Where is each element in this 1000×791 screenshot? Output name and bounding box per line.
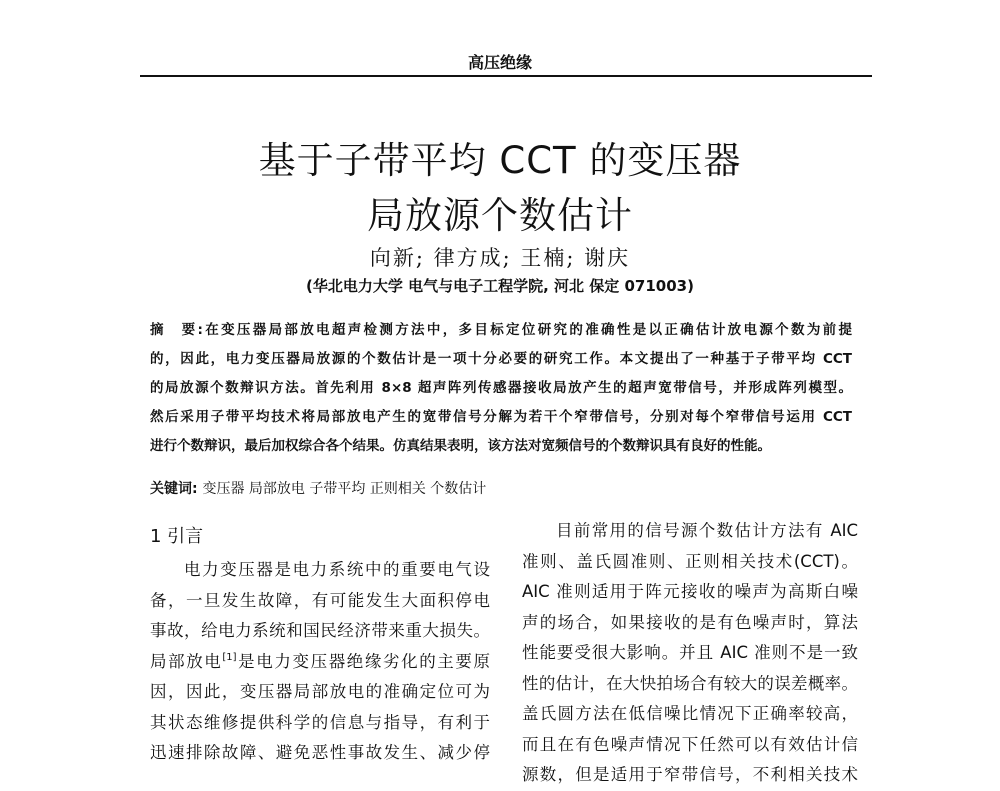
affiliation: (华北电力大学 电气与电子工程学院, 河北 保定 071003): [306, 277, 694, 295]
body-line: 因，因此，变压器局部放电的准确定位可为: [150, 682, 490, 701]
keywords-text: 变压器 局部放电 子带平均 正则相关 个数估计: [202, 481, 487, 497]
citation: [1]: [222, 651, 237, 663]
body-line: 迅速排除故障、避免恶性事故发生、减少停: [150, 743, 490, 762]
abstract-line: 摘 要:在变压器局部放电超声检测方法中，多目标定位研究的准确性是以正确估计放电源个数为前提: [150, 322, 853, 338]
body-line: 局部放电[1]是电力变压器绝缘劣化的主要原: [150, 651, 490, 671]
left-column: [150, 555, 490, 769]
body-line: 其状态维修提供科学的信息与指导，有利于: [150, 712, 490, 732]
body-line: 目前常用的信号源个数估计方法有 AIC: [556, 521, 858, 540]
body-line: 源数，但是适用于窄带信号，不利相关技术: [522, 765, 858, 784]
paper-title-line2: 局放源个数估计: [367, 194, 633, 237]
abstract-line: 的，因此，电力变压器局放源的个数估计是一项十分必要的研究工作。本文提出了一种基于子带平均 CCT: [150, 351, 852, 367]
right-column: [522, 516, 858, 791]
abstract-line: 的局放源个数辩识方法。首先利用 8×8 超声阵列传感器接收局放产生的超声宽带信号，并形成阵列模型。: [150, 380, 852, 396]
abstract-line: 进行个数辩识，最后加权综合各个结果。仿真结果表明，该方法对宽频信号的个数辩识具有良好的性能。: [150, 438, 771, 454]
authors: 向新; 律方成; 王楠; 谢庆: [369, 246, 631, 270]
running-head: 高压绝缘: [467, 53, 532, 72]
body-line: 而且在有色噪声情况下任然可以有效估计信: [522, 734, 858, 754]
body-line: 盖氏圆方法在低信噪比情况下正确率较高，: [522, 704, 858, 723]
body-line: 性的估计，在大快拍场合有较大的误差概率。: [522, 673, 858, 693]
keywords-label: 关键词:: [150, 481, 198, 497]
body-line: 备，一旦发生故障，有可能发生大面积停电: [150, 590, 490, 610]
header-rule: [140, 75, 872, 77]
abstract-line: 然后采用子带平均技术将局部放电产生的宽带信号分解为若干个窄带信号，分别对每个窄带信号运用 CCT: [150, 409, 852, 425]
paper-title-line1: 基于子带平均 CCT 的变压器: [258, 139, 742, 182]
body-line: 性能要受很大影响。并且 AIC 准则不是一致: [522, 643, 858, 662]
body-line: AIC 准则适用于阵元接收的噪声为高斯白噪: [522, 582, 858, 601]
abstract: [150, 316, 852, 461]
keywords: [150, 478, 486, 498]
body-line: 事故，给电力系统和国民经济带来重大损失。: [150, 621, 490, 640]
body-line: 电力变压器是电力系统中的重要电气设: [184, 560, 490, 579]
section-heading-intro: 1 引言: [150, 526, 204, 547]
abstract-label: 摘 要:: [150, 322, 203, 338]
body-line: 准则、盖氏圆准则、正则相关技术(CCT)。: [522, 551, 858, 571]
body-line: 声的场合，如果接收的是有色噪声时，算法: [522, 612, 858, 632]
